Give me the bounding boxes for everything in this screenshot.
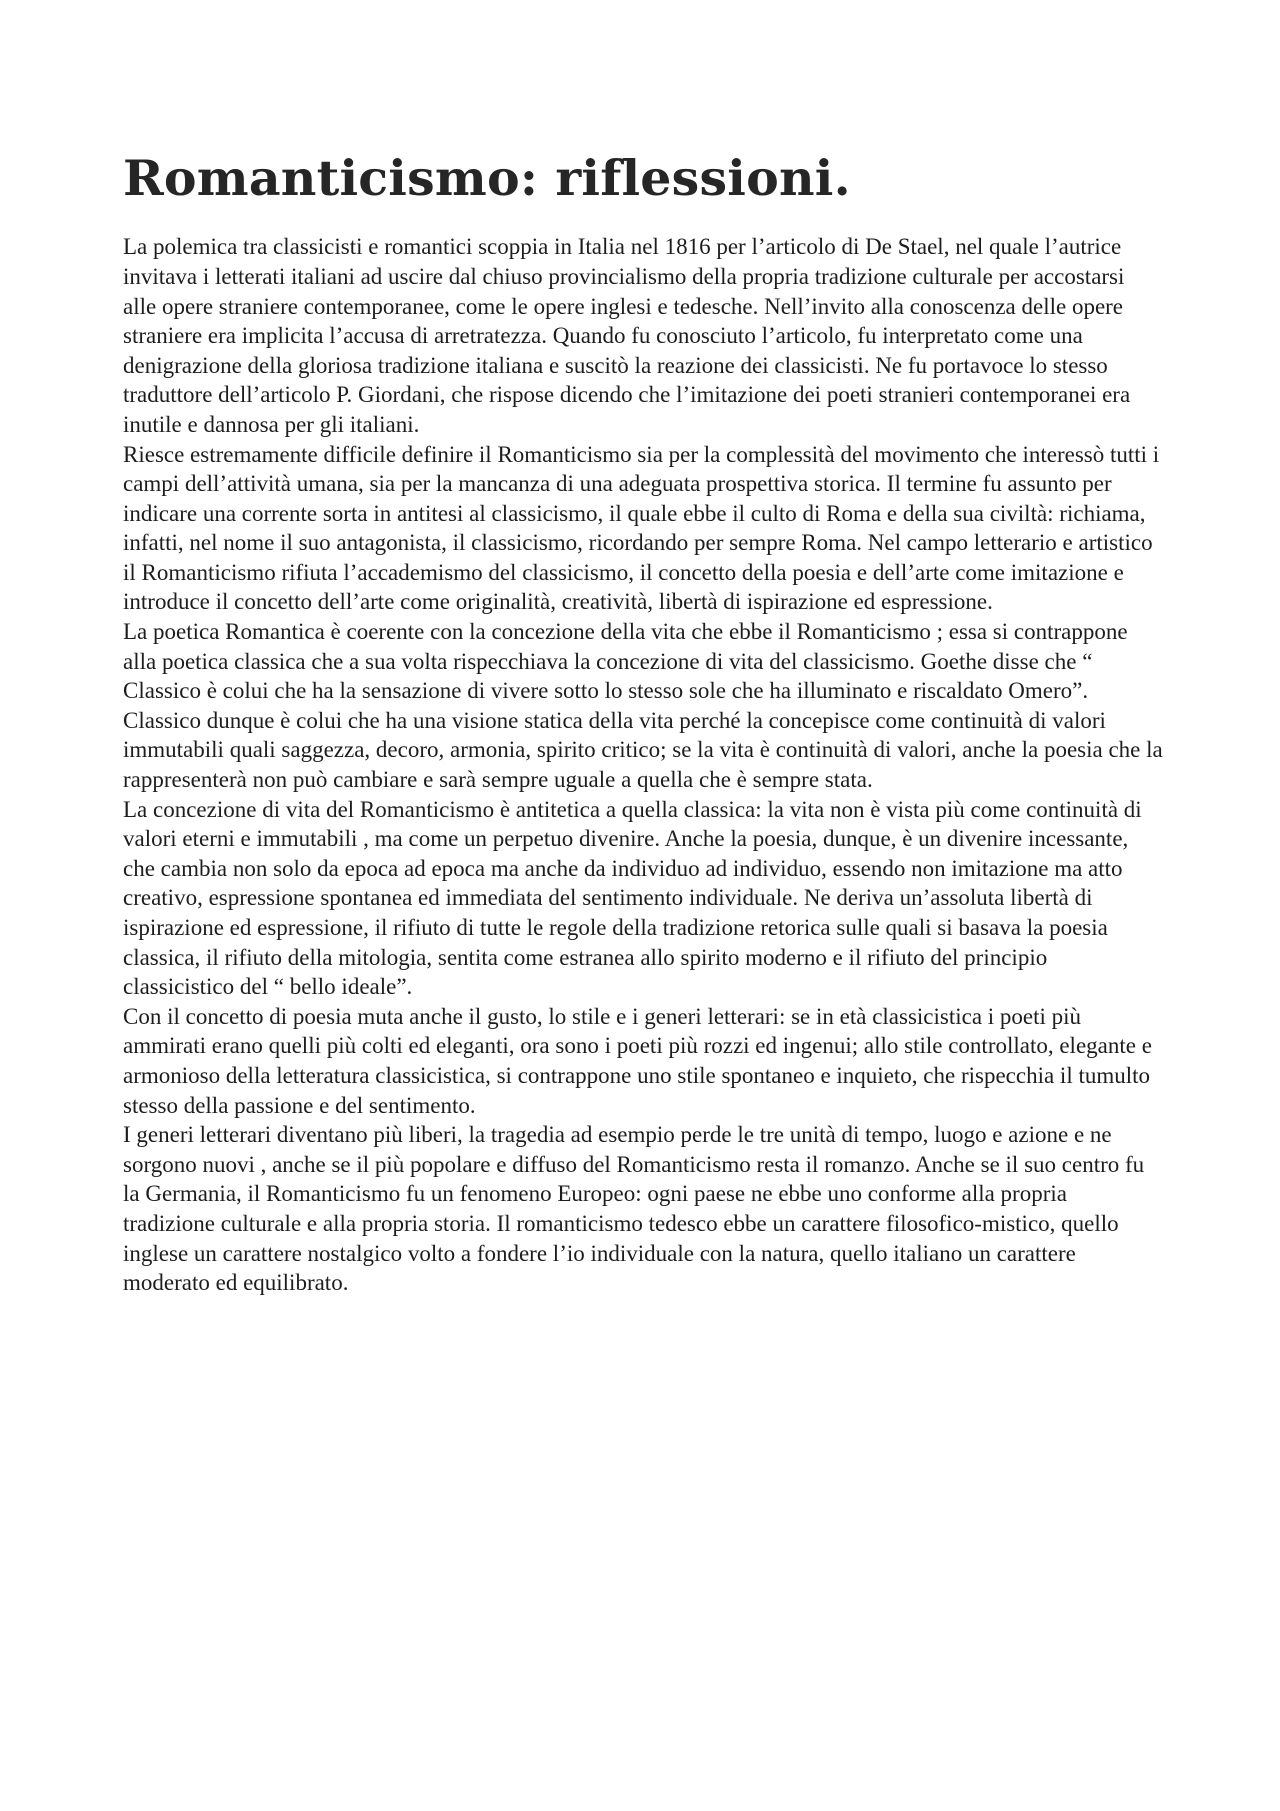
paragraph-6: I generi letterari diventano più liberi, la tragedia ad esempio perde le tre unità di tempo, luogo e azione e ne sorgono nuovi , anche se il più popolare e diffuso del Romanticismo resta il romanzo. Anche se il suo centro fu la Germania, il Romanticismo fu un fenomeno Europeo: ogni paese ne ebbe uno conforme alla propria tradizione culturale e alla propria storia. Il romanticismo tedesco ebbe un carattere filosofico-mistico, quello inglese un carattere nostalgico volto a fondere l’io individuale con la natura, quello italiano un carattere moderato ed equilibrato. bbox=[123, 1122, 1145, 1296]
paragraph-1: La polemica tra classicisti e romantici scoppia in Italia nel 1816 per l’articolo di De Stael, nel quale l’autrice invitava i letterati italiani ad uscire dal chiuso provincialismo della propria tradizione culturale per accostarsi alle opere straniere contemporanee, come le opere inglesi e tedesche. Nell’invito alla conoscenza delle opere straniere era implicita l’accusa di arretratezza. Quando fu conosciuto l’articolo, fu interpretato come una denigrazione della gloriosa tradizione italiana e suscitò la reazione dei classicisti. Ne fu portavoce lo stesso traduttore dell’articolo P. Giordani, che rispose dicendo che l’imitazione dei poeti stranieri contemporanei era inutile e dannosa per gli italiani. bbox=[123, 234, 1131, 437]
page-title: Romanticismo: riflessioni. bbox=[123, 149, 851, 207]
paragraph-3: La poetica Romantica è coerente con la concezione della vita che ebbe il Romanticismo ; essa si contrappone alla poetica classica che a sua volta rispecchiava la concezione di vita del classicismo. Goethe disse che “ Classico è colui che ha la sensazione di vivere sotto lo stesso sole che ha illuminato e riscaldato Omero”. Classico dunque è colui che ha una visione statica della vita perché la concepisce come continuità di valori immutabili quali saggezza, decoro, armonia, spirito critico; se la vita è continuità di valori, anche la poesia che la rappresenterà non può cambiare e sarà sempre uguale a quella che è sempre stata. bbox=[123, 619, 1163, 793]
paragraph-2: Riesce estremamente difficile definire il Romanticismo sia per la complessità del movimento che interessò tutti i campi dell’attività umana, sia per la mancanza di una adeguata prospettiva storica. Il termine fu assunto per indicare una corrente sorta in antitesi al classicismo, il quale ebbe il culto di Roma e della sua civiltà: richiama, infatti, nel nome il suo antagonista, il classicismo, ricordando per sempre Roma. Nel campo letterario e artistico il Romanticismo rifiuta l’accademismo del classicismo, il concetto della poesia e dell’arte come imitazione e introduce il concetto dell’arte come originalità, creatività, libertà di ispirazione ed espressione. bbox=[123, 441, 1160, 615]
paragraph-4: La concezione di vita del Romanticismo è antitetica a quella classica: la vita non è vista più come continuità di valori eterni e immutabili , ma come un perpetuo divenire. Anche la poesia, dunque, è un divenire incessante, che cambia non solo da epoca ad epoca ma anche da individuo ad individuo, essendo non imitazione ma atto creativo, espressione spontanea ed immediata del sentimento individuale. Ne deriva un’assoluta libertà di ispirazione ed espressione, il rifiuto di tutte le regole della tradizione retorica sulle quali si basava la poesia classica, il rifiuto della mitologia, sentita come estranea allo spirito moderno e il rifiuto del principio classicistico del “ bello ideale”. bbox=[123, 796, 1142, 1000]
document-content bbox=[123, 150, 1163, 1298]
document-body bbox=[123, 232, 1163, 1297]
paragraph-5: Con il concetto di poesia muta anche il gusto, lo stile e i generi letterari: se in età classicistica i poeti più ammirati erano quelli più colti ed eleganti, ora sono i poeti più rozzi ed ingenui; allo stile controllato, elegante e armonioso della letteratura classicistica, si contrappone uno stile spontaneo e inquieto, che rispecchia il tumulto stesso della passione e del sentimento. bbox=[123, 1003, 1152, 1118]
